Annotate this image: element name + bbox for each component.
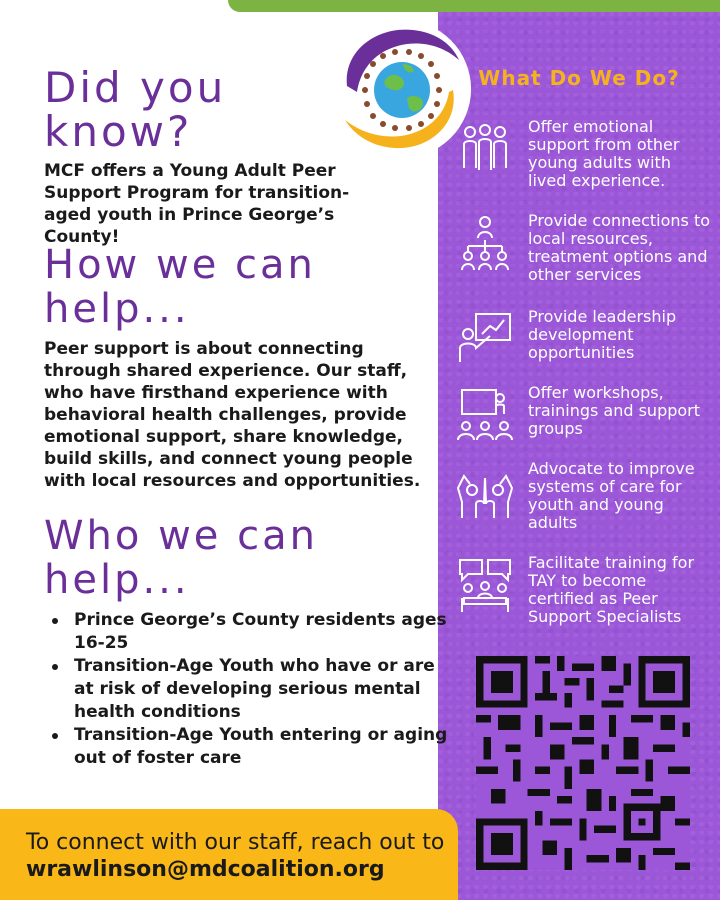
panel-item-text: Provide leadership development opportunities [528,307,677,362]
panel-item-text: Offer emotional support from other young adults with lived experience. [528,117,680,190]
panel-item-leadership [454,308,714,378]
program-intro-text: MCF offers a Young Adult Peer Support Program for transition-aged youth in Prince George’s County! [44,161,350,247]
peer-support-description: Peer support is about connecting through shared experience. Our staff, who have firsthand experience with behavioral health challenges, provide emotional support, share knowledge, build skills, and connect young people with local resources and opportunities. [44,339,421,491]
group-icon [454,118,516,180]
list-item: Transition-Age Youth who have or are at risk of developing serious mental health conditions [74,655,454,724]
panel-item-emotional-support [454,118,714,188]
top-accent-bar [228,0,720,12]
contact-email-link[interactable]: wrawlinson@mdcoalition.org [26,857,385,882]
panel-item-training [454,554,714,624]
contact-text [26,829,446,883]
panel-item-advocate [454,460,714,530]
list-item: Transition-Age Youth entering or aging out of foster care [74,724,454,770]
network-icon [454,212,516,274]
workshop-icon [454,384,516,446]
panel-item-text: Offer workshops, trainings and support groups [528,383,701,438]
panel-item-text: Provide connections to local resources, treatment options and other services [528,211,711,284]
who-we-can-help-list [44,609,454,770]
list-item: Prince George’s County residents ages 16-25 [74,609,454,655]
panel-item-connections [454,212,714,282]
did-you-know-heading: Did you know? [44,63,227,156]
panel-item-workshops [454,384,714,454]
raised-hands-icon [454,460,516,522]
contact-banner [0,809,458,900]
what-do-we-do-title: What Do We Do? [478,66,680,90]
how-we-can-help-heading: How we can help... [44,242,316,332]
panel-item-text: Advocate to improve systems of care for youth and young adults [528,459,695,532]
training-meeting-icon [454,554,516,616]
who-we-can-help-heading: Who we can help... [44,513,318,603]
presentation-icon [454,308,516,370]
qr-code-icon[interactable] [476,656,690,870]
panel-item-text: Facilitate training for TAY to become certified as Peer Support Specialists [528,553,695,626]
contact-prefix: To connect with our staff, reach out to [26,830,445,855]
